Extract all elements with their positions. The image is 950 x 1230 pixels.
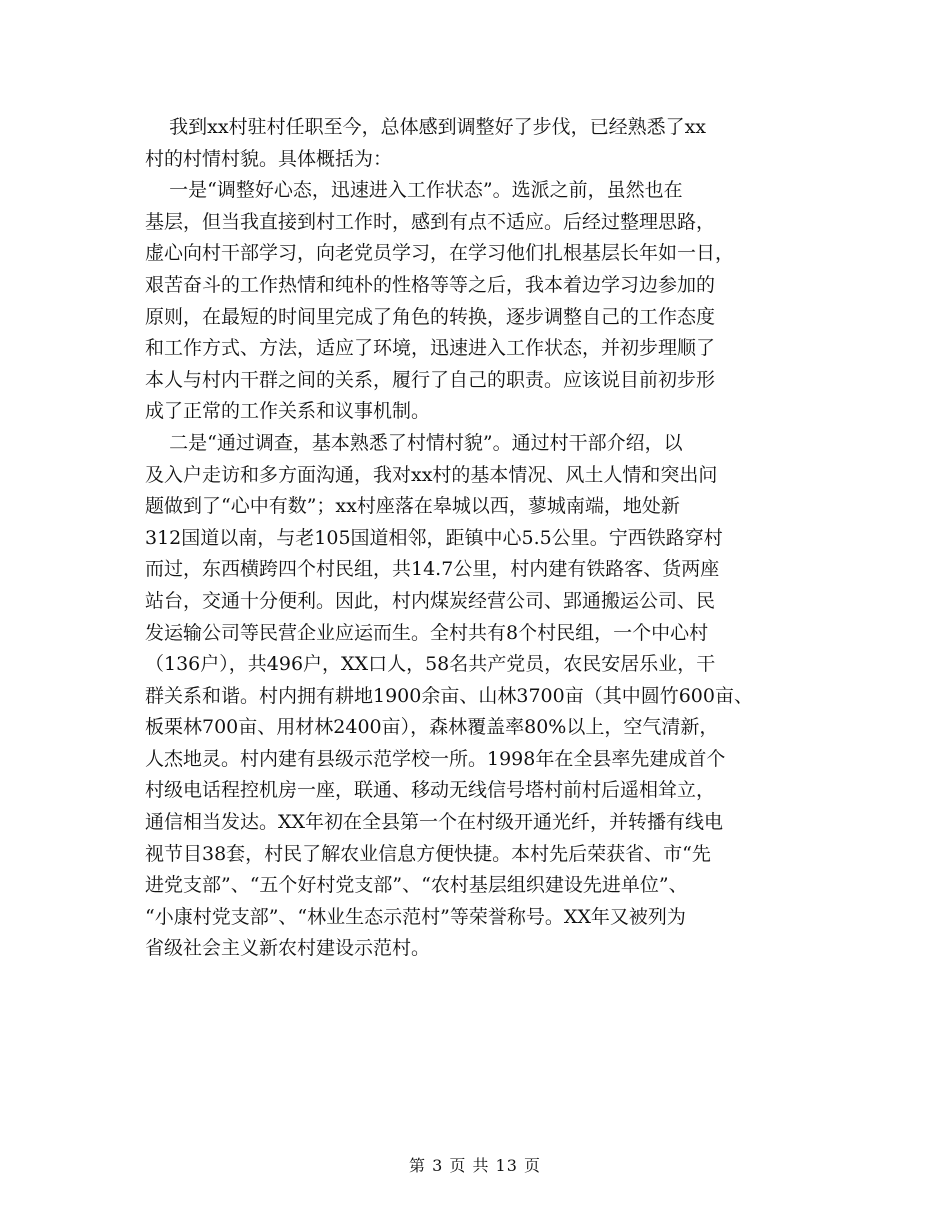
text-line: 我到xx村驻村任职至今，总体感到调整好了步伐，已经熟悉了xx [145, 116, 707, 138]
text-line: 板栗林700亩、用材林2400亩），森林覆盖率80%以上，空气清新， [145, 716, 719, 739]
text-line: 本人与村内干群之间的关系，履行了自己的职责。应该说目前初步形 [145, 368, 716, 391]
text-line: 312国道以南，与老105国道相邻，距镇中心5.5公里。宁西铁路穿村 [145, 526, 723, 549]
text-line: “小康村党支部”、“林业生态示范村”等荣誉称号。XX年又被列为 [145, 905, 686, 928]
text-line: 及入户走访和多方面沟通，我对xx村的基本情况、风土人情和突出问 [145, 463, 718, 486]
text-line: 村级电话程控机房一座，联通、移动无线信号塔村前村后遥相耸立， [145, 779, 716, 802]
text-line: 题做到了“心中有数”；xx村座落在皋城以西，蓼城南端，地处新 [145, 495, 680, 518]
text-line: 通信相当发达。XX年初在全县第一个在村级开通光纤，并转播有线电 [145, 811, 724, 834]
text-line: 省级社会主义新农村建设示范村。 [145, 937, 431, 960]
text-line: 原则，在最短的时间里完成了角色的转换，逐步调整自己的工作态度 [145, 305, 716, 328]
text-line: 发运输公司等民营企业应运而生。全村共有8个村民组，一个中心村 [145, 621, 709, 644]
text-line: 成了正常的工作关系和议事机制。 [145, 400, 431, 423]
page-number-footer: 第 3 页 共 13 页 [409, 1156, 541, 1175]
text-line: 二是“通过调查，基本熟悉了村情村貌”。通过村干部介绍，以 [145, 431, 683, 454]
text-line: 和工作方式、方法，适应了环境，迅速进入工作状态，并初步理顺了 [145, 337, 716, 360]
text-line: 艰苦奋斗的工作热情和纯朴的性格等等之后，我本着边学习边参加的 [145, 273, 716, 296]
document-body [145, 112, 810, 965]
text-line: 视节目38套，村民了解农业信息方便快捷。本村先后荣获省、市“先 [145, 842, 711, 865]
text-line: 村的村情村貌。具体概括为： [145, 147, 393, 170]
text-line: 进党支部”、“五个好村党支部”、“农村基层组织建设先进单位”、 [145, 874, 688, 897]
text-line: 而过，东西横跨四个村民组，共14.7公里，村内建有铁路客、货两座 [145, 558, 720, 581]
text-line: 站台，交通十分便利。因此，村内煤炭经营公司、郢通搬运公司、民 [145, 589, 716, 612]
text-line: 人杰地灵。村内建有县级示范学校一所。1998年在全县率先建成首个 [145, 747, 726, 770]
text-line: 虚心向村干部学习，向老党员学习，在学习他们扎根基层长年如一日， [145, 242, 735, 265]
text-line: 群关系和谐。村内拥有耕地1900余亩、山林3700亩（其中圆竹600亩、 [145, 684, 753, 707]
text-line: 基层，但当我直接到村工作时，感到有点不适应。后经过整理思路， [145, 210, 716, 233]
text-line: 一是“调整好心态，迅速进入工作状态”。选派之前，虽然也在 [145, 179, 683, 202]
text-line: （136户），共496户，XX口人，58名共产党员，农民安居乐业，干 [145, 653, 716, 676]
